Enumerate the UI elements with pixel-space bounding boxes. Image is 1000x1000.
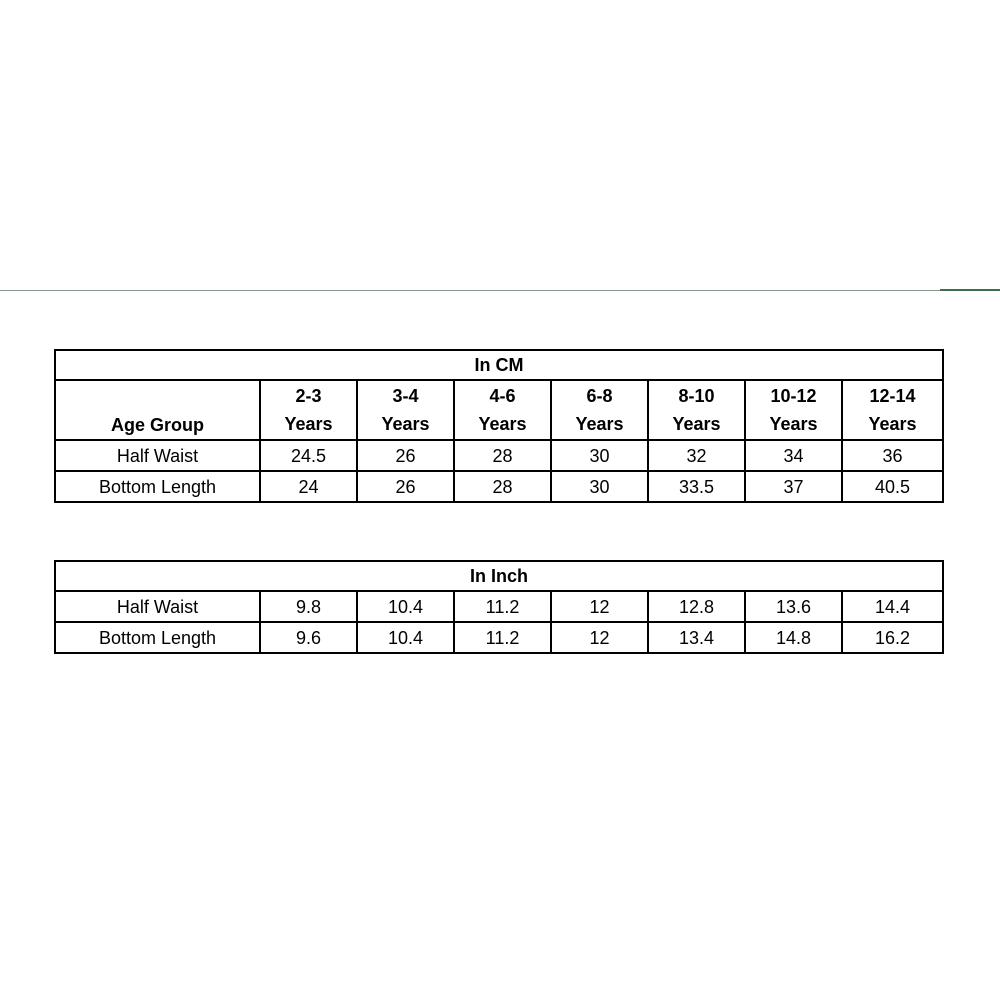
row-label: Half Waist	[55, 591, 260, 622]
table-cell: 30	[551, 471, 648, 502]
top-divider	[0, 290, 1000, 291]
table-cell: 11.2	[454, 622, 551, 653]
table-cell: 13.6	[745, 591, 842, 622]
inch-row-bottom-length	[55, 622, 943, 653]
table-cell: 28	[454, 471, 551, 502]
table-cell: 28	[454, 440, 551, 471]
table-cell: 37	[745, 471, 842, 502]
cm-row-half-waist	[55, 440, 943, 471]
table-cell: 9.6	[260, 622, 357, 653]
table-cell: 14.8	[745, 622, 842, 653]
size-header-10-12: 10-12 Years	[745, 380, 842, 440]
size-header-8-10: 8-10 Years	[648, 380, 745, 440]
row-label: Bottom Length	[55, 471, 260, 502]
table-cell: 10.4	[357, 591, 454, 622]
age-group-header: Age Group	[55, 380, 260, 440]
table-cell: 9.8	[260, 591, 357, 622]
cm-row-bottom-length	[55, 471, 943, 502]
table-cell: 30	[551, 440, 648, 471]
table-cell: 32	[648, 440, 745, 471]
row-label: Bottom Length	[55, 622, 260, 653]
table-cell: 24.5	[260, 440, 357, 471]
table-cell: 16.2	[842, 622, 943, 653]
table-cell: 11.2	[454, 591, 551, 622]
row-label: Half Waist	[55, 440, 260, 471]
inch-row-half-waist	[55, 591, 943, 622]
table-cell: 26	[357, 471, 454, 502]
size-header-3-4: 3-4 Years	[357, 380, 454, 440]
table-cell: 36	[842, 440, 943, 471]
table-cell: 12	[551, 591, 648, 622]
table-cell: 12.8	[648, 591, 745, 622]
cm-table-title: In CM	[55, 350, 943, 380]
size-chart-cm-table	[54, 349, 944, 503]
table-cell: 33.5	[648, 471, 745, 502]
table-cell: 13.4	[648, 622, 745, 653]
table-cell: 40.5	[842, 471, 943, 502]
size-header-6-8: 6-8 Years	[551, 380, 648, 440]
table-cell: 34	[745, 440, 842, 471]
table-cell: 26	[357, 440, 454, 471]
size-header-12-14: 12-14 Years	[842, 380, 943, 440]
table-cell: 24	[260, 471, 357, 502]
table-cell: 14.4	[842, 591, 943, 622]
table-cell: 12	[551, 622, 648, 653]
table-cell: 10.4	[357, 622, 454, 653]
top-divider-accent	[940, 289, 1000, 291]
size-header-2-3: 2-3 Years	[260, 380, 357, 440]
inch-table-title: In Inch	[55, 561, 943, 591]
size-chart-inch-table	[54, 560, 944, 654]
size-header-4-6: 4-6 Years	[454, 380, 551, 440]
